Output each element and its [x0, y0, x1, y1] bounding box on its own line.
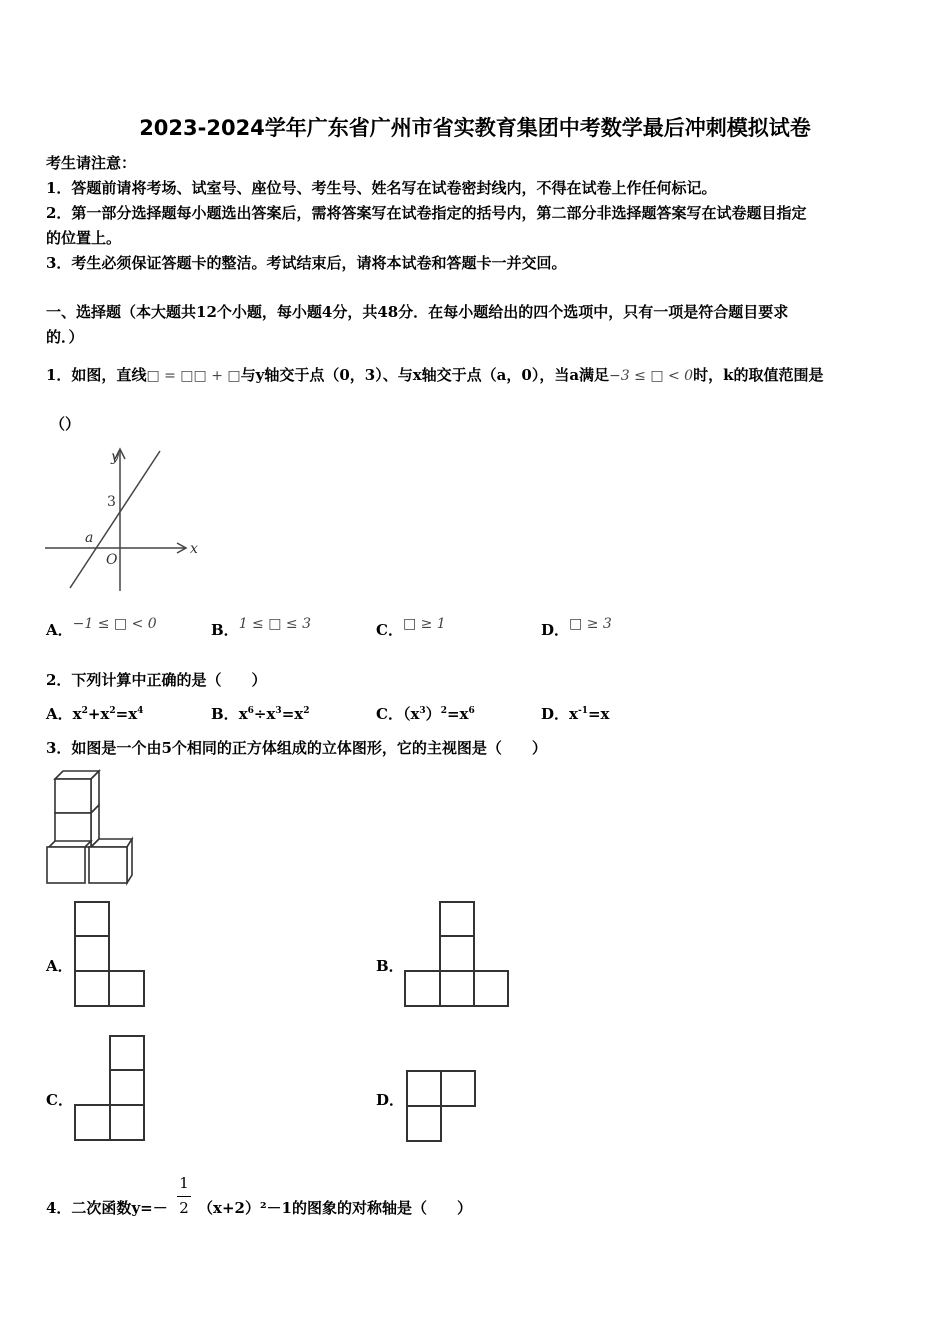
option-b-label: B．	[211, 621, 239, 639]
q3-solid-figure	[43, 767, 138, 890]
q3-option-a-label[interactable]: A．	[46, 957, 73, 975]
q1-option-b[interactable]	[211, 616, 311, 640]
q1-graph	[40, 443, 210, 593]
option-a-label: A．	[46, 621, 73, 639]
option-d-label: D．	[541, 621, 570, 639]
notice-heading: 考生请注意：	[46, 154, 137, 172]
q1-condition: −3 ≤ □ < 0	[609, 368, 694, 384]
q4-fraction-numerator: 1	[179, 1174, 189, 1192]
q2-option-a[interactable]: A．$x^2+x^2=x^4$	[46, 705, 144, 723]
question-2-stem: 2．下列计算中正确的是（ ）	[46, 671, 267, 689]
notice-item-1: 1．答题前请将考场、试室号、座位号、考生号、姓名写在试卷密封线内，不得在试卷上作任何标记。	[46, 179, 717, 197]
option-d-text: □ ≥ 3	[569, 616, 612, 632]
x-axis-label: x	[190, 541, 198, 557]
notice-item-3: 3．考生必须保证答题卡的整洁。考试结束后，请将本试卷和答题卡一并交回。	[46, 254, 567, 272]
question-3-stem: 3．如图是一个由5个相同的正方体组成的立体图形，它的主视图是（ ）	[46, 739, 547, 757]
q4-prefix: 4．二次函数y=－	[46, 1199, 168, 1217]
option-b-text: 1 ≤ □ ≤ 3	[238, 616, 311, 632]
q2-option-d[interactable]: D．$x^{-1}=x$	[541, 705, 610, 723]
q3-option-c-label[interactable]: C．	[46, 1091, 73, 1109]
notice-item-2: 2．第一部分选择题每小题选出答案后，需将答案写在试卷指定的括号内，第二部分非选择题答案写在试卷题目指定	[46, 204, 807, 222]
q1-option-a[interactable]	[46, 616, 157, 640]
q3-option-d-label[interactable]: D．	[376, 1091, 405, 1109]
q4-fraction-denominator: 2	[179, 1199, 189, 1217]
option-c-label: C．	[376, 705, 403, 723]
q1-option-c[interactable]	[376, 616, 446, 640]
question-1-stem	[46, 364, 824, 385]
q1-mid: 与y轴交于点（0，3）、与x轴交于点（a，0），当a满足	[240, 366, 610, 384]
q4-fraction-bar	[177, 1196, 191, 1197]
q2-option-c[interactable]: C．$(x^3)^2=x^6$	[376, 705, 475, 723]
option-c-text: □ ≥ 1	[402, 616, 446, 632]
page-title: 2023-2024学年广东省广州市省实教育集团中考数学最后冲刺模拟试卷	[139, 116, 811, 140]
option-c-label: C．	[376, 621, 403, 639]
option-b-label: B．	[211, 705, 239, 723]
section-heading-cont: 的．）	[46, 328, 84, 346]
q4-suffix: （x+2）²－1的图象的对称轴是（ ）	[198, 1199, 472, 1217]
option-a-text: −1 ≤ □ < 0	[72, 616, 157, 632]
y-axis-label: y	[111, 449, 119, 465]
section-heading: 一、选择题（本大题共12个小题，每小题4分，共48分．在每小题给出的四个选项中，只有一项是符合题目要求	[46, 303, 789, 321]
q1-prefix: 1．如图，直线	[46, 366, 147, 384]
q3-option-b-label[interactable]: B．	[376, 957, 404, 975]
q2-option-b[interactable]: B．$x^6\div x^3=x^2$	[211, 705, 310, 723]
origin-label: O	[106, 552, 118, 568]
option-d-label: D．	[541, 705, 570, 723]
q1-option-d[interactable]	[541, 616, 612, 640]
q1-answer-paren: （）	[50, 415, 81, 433]
x-intercept-label: a	[85, 530, 94, 546]
option-a-label: A．	[46, 705, 73, 723]
q1-suffix: 时，k的取值范围是	[693, 366, 824, 384]
q1-equation: □ = □□ + □	[146, 368, 241, 384]
notice-item-2-cont: 的位置上。	[46, 229, 122, 247]
y-intercept-label: 3	[107, 494, 116, 510]
